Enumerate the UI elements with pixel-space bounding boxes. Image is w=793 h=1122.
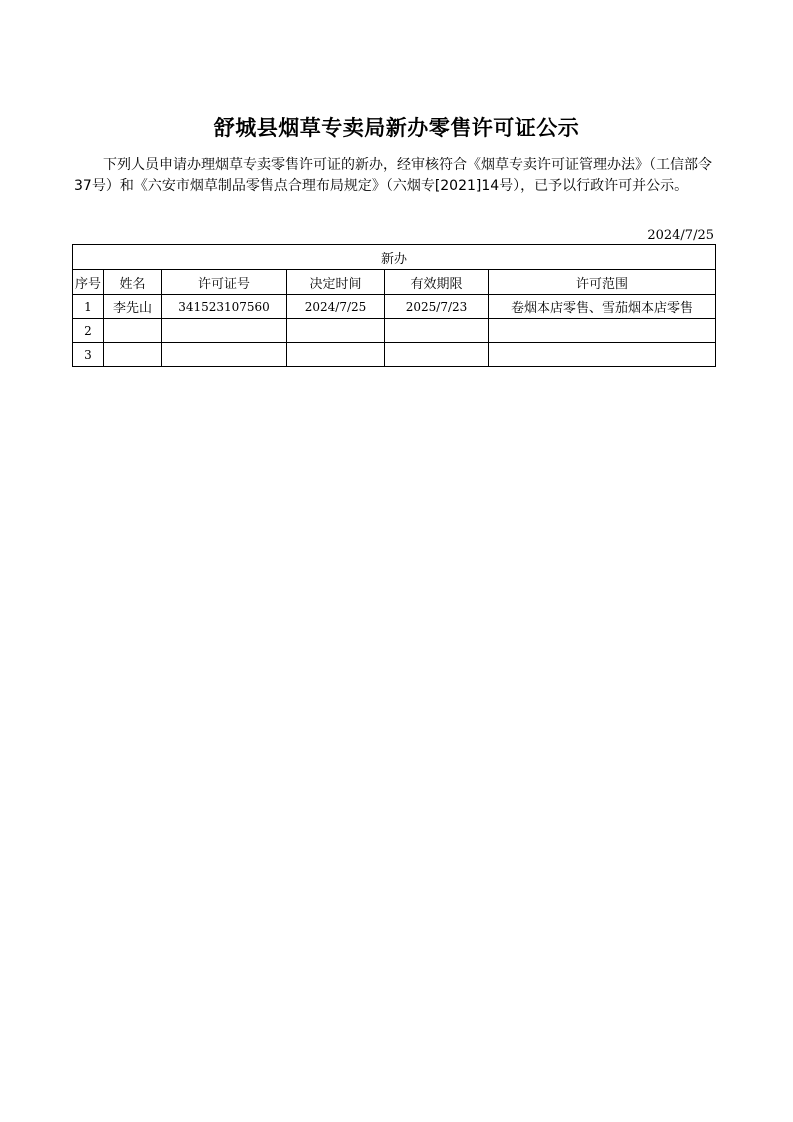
cell-license-no: 341523107560 xyxy=(162,295,287,319)
cell-valid-until xyxy=(385,319,489,343)
table-row xyxy=(73,319,716,343)
column-header-seq: 序号 xyxy=(73,270,104,295)
cell-decision-date xyxy=(287,319,385,343)
cell-seq: 3 xyxy=(73,343,104,367)
table-header-row xyxy=(73,270,716,295)
cell-scope: 卷烟本店零售、雪茄烟本店零售 xyxy=(489,295,716,319)
column-header-scope: 许可范围 xyxy=(489,270,716,295)
column-header-decision-date: 决定时间 xyxy=(287,270,385,295)
cell-license-no xyxy=(162,343,287,367)
publish-date: 2024/7/25 xyxy=(647,228,714,243)
cell-valid-until xyxy=(385,343,489,367)
column-header-name: 姓名 xyxy=(104,270,162,295)
intro-paragraph: 下列人员申请办理烟草专卖零售许可证的新办，经审核符合《烟草专卖许可证管理办法》（工信部令37号）和《六安市烟草制品零售点合理布局规定》（六烟专[2021]14号），已予以行政许可并公示。 xyxy=(74,157,712,194)
cell-license-no xyxy=(162,319,287,343)
cell-scope xyxy=(489,343,716,367)
table-row xyxy=(73,295,716,319)
cell-name xyxy=(104,319,162,343)
page-title: 舒城县烟草专卖局新办零售许可证公示 xyxy=(213,116,580,140)
group-header-cell: 新办 xyxy=(73,245,716,270)
table-group-header-row xyxy=(73,245,716,270)
table-row xyxy=(73,343,716,367)
cell-seq: 1 xyxy=(73,295,104,319)
column-header-license-no: 许可证号 xyxy=(162,270,287,295)
cell-name: 李先山 xyxy=(104,295,162,319)
column-header-valid-until: 有效期限 xyxy=(385,270,489,295)
cell-valid-until: 2025/7/23 xyxy=(385,295,489,319)
cell-decision-date xyxy=(287,343,385,367)
cell-name xyxy=(104,343,162,367)
cell-seq: 2 xyxy=(73,319,104,343)
license-table xyxy=(72,244,716,367)
cell-scope xyxy=(489,319,716,343)
cell-decision-date: 2024/7/25 xyxy=(287,295,385,319)
